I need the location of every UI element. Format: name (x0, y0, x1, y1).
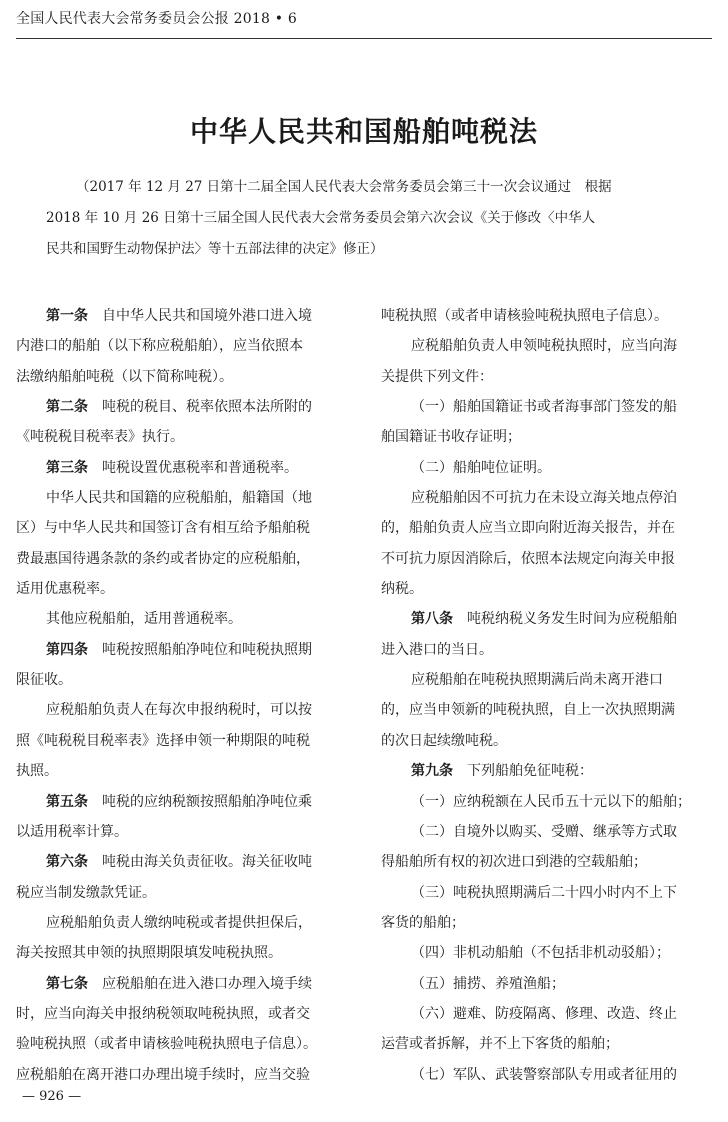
text-line (16, 820, 356, 850)
text-line (16, 304, 356, 334)
text-line (16, 759, 356, 789)
text-line (16, 334, 356, 364)
adoption-note (46, 176, 686, 269)
line-text: 得船舶所有权的初次进口到港的空载船舶； (381, 854, 647, 871)
line-text: 吨税按照船舶净吨位和吨税执照期 (88, 641, 312, 658)
journal-header-text: 全国人民代表大会常务委员会公报 2018 • 6 (16, 11, 297, 27)
page-number: — 926 — (22, 1089, 82, 1104)
text-line (381, 850, 721, 880)
line-text: 下列船舶免征吨税： (453, 763, 593, 780)
line-text: 执照。 (16, 763, 58, 780)
line-text: （三）吨税执照期满后二十四小时内不上下 (411, 884, 677, 901)
line-text: 吨税的税目、税率依照本法所附的 (88, 399, 312, 416)
line-text: （六）避难、防疫隔离、修理、改造、终止 (411, 1005, 677, 1022)
text-line (16, 790, 356, 820)
line-text: 吨税设置优惠税率和普通税率。 (88, 459, 298, 476)
text-line (381, 972, 721, 1002)
line-text: 其他应税船舶，适用普通税率。 (46, 611, 242, 628)
text-line (16, 395, 356, 425)
line-text: 时，应当向海关申报纳税领取吨税执照，或者交 (16, 1005, 310, 1022)
text-line (16, 425, 356, 455)
line-text: 应税船舶在离开港口办理出境手续时，应当交验 (16, 1066, 310, 1083)
article-number: 第六条 (46, 854, 88, 871)
text-line (16, 972, 356, 1002)
text-line (381, 790, 721, 820)
text-line (16, 698, 356, 728)
text-line (16, 486, 356, 516)
text-line (381, 1063, 721, 1093)
line-text: 限征收。 (16, 672, 72, 689)
text-line (381, 881, 721, 911)
line-text: 吨税纳税义务发生时间为应税船舶 (453, 611, 677, 628)
line-text: （一）应纳税额在人民币五十元以下的船舶； (411, 793, 691, 810)
line-text: 进入港口的当日。 (381, 641, 493, 658)
text-line (16, 941, 356, 971)
text-line (381, 456, 721, 486)
line-text: （二）自境外以购买、受赠、继承等方式取 (411, 823, 677, 840)
text-line (381, 1002, 721, 1032)
text-line (381, 820, 721, 850)
line-text: （七）军队、武装警察部队专用或者征用的 (411, 1066, 677, 1083)
line-text: 的，船舶负责人应当立即向附近海关报告，并在 (381, 520, 675, 537)
text-line (381, 486, 721, 516)
article-number: 第七条 (46, 975, 88, 992)
note-line: 民共和国野生动物保护法〉等十五部法律的决定》修正） (46, 241, 384, 257)
text-line (16, 668, 356, 698)
law-title: 中华人民共和国船舶吨税法 (189, 115, 538, 148)
line-text: 费最惠国待遇条款的条约或者协定的应税船舶， (16, 550, 310, 567)
line-text: 应税船舶负责人缴纳吨税或者提供担保后， (46, 914, 312, 931)
text-line (16, 638, 356, 668)
note-line: （2017 年 12 月 27 日第十二届全国人民代表大会常务委员会第三十一次会议通过 根据 (76, 179, 612, 195)
line-text: 不可抗力原因消除后，依照本法规定向海关申报 (381, 550, 675, 567)
line-text: 内港口的船舶（以下称应税船舶），应当依照本 (16, 338, 303, 355)
text-line (16, 516, 356, 546)
text-line (381, 911, 721, 941)
text-line (16, 577, 356, 607)
text-line (381, 395, 721, 425)
line-text: （二）船舶吨位证明。 (411, 459, 551, 476)
line-text: 应税船舶因不可抗力在未设立海关地点停泊 (411, 490, 677, 507)
text-line (381, 729, 721, 759)
line-text: 的，应当申领新的吨税执照，自上一次执照期满 (381, 702, 675, 719)
article-number: 第五条 (46, 793, 88, 810)
line-text: 区）与中华人民共和国签订含有相互给予船舶税 (16, 520, 310, 537)
line-text: 应税船舶在吨税执照期满后尚未离开港口 (411, 672, 663, 689)
line-text: 验吨税执照（或者申请核验吨税执照电子信息）。 (16, 1036, 317, 1053)
text-line (381, 304, 721, 334)
text-line (16, 729, 356, 759)
line-text: 法缴纳船舶吨税（以下简称吨税）。 (16, 368, 233, 385)
line-text: 应税船舶负责人申领吨税执照时，应当向海 (411, 338, 677, 355)
left-column (16, 304, 356, 1093)
note-line: 2018 年 10 月 26 日第十三届全国人民代表大会常务委员会第六次会议《关于修改〈中华人 (46, 210, 596, 226)
text-line (16, 911, 356, 941)
line-text: 海关按照其申领的执照期限填发吨税执照。 (16, 945, 282, 962)
article-number: 第二条 (46, 399, 88, 416)
right-column (381, 304, 721, 1093)
line-text: 客货的船舶； (381, 914, 465, 931)
line-text: （一）船舶国籍证书或者海事部门签发的船 (411, 399, 677, 416)
line-text: 中华人民共和国籍的应税船舶，船籍国（地 (46, 490, 312, 507)
article-number: 第九条 (411, 763, 453, 780)
article-number: 第四条 (46, 641, 88, 658)
text-line (16, 881, 356, 911)
line-text: 纳税。 (381, 581, 423, 598)
line-text: 自中华人民共和国境外港口进入境 (88, 308, 312, 324)
text-line (381, 759, 721, 789)
line-text: 的次日起续缴吨税。 (381, 732, 507, 749)
text-line (16, 607, 356, 637)
text-line (381, 334, 721, 364)
text-line (381, 698, 721, 728)
line-text: 关提供下列文件： (381, 368, 493, 385)
line-text: （五）捕捞、养殖渔船； (411, 975, 565, 992)
text-line (16, 1032, 356, 1062)
line-text: 吨税由海关负责征收。海关征收吨 (88, 854, 312, 871)
text-line (16, 456, 356, 486)
line-text: 应税船舶在进入港口办理入境手续 (88, 975, 312, 992)
line-text: （四）非机动船舶（不包括非机动驳船）； (411, 945, 670, 962)
text-line (16, 365, 356, 395)
article-number: 第八条 (411, 611, 453, 628)
article-number: 第三条 (46, 459, 88, 476)
text-line (381, 1032, 721, 1062)
line-text: 税应当制发缴款凭证。 (16, 884, 156, 901)
line-text: 吨税执照（或者申请核验吨税执照电子信息）。 (381, 308, 668, 324)
article-number: 第一条 (46, 308, 88, 324)
text-line (16, 1002, 356, 1032)
line-text: 舶国籍证书收存证明； (381, 429, 521, 446)
text-line (381, 607, 721, 637)
text-line (381, 547, 721, 577)
line-text: 《吨税税目税率表》执行。 (16, 429, 184, 446)
text-line (16, 850, 356, 880)
line-text: 吨税的应纳税额按照船舶净吨位乘 (88, 793, 312, 810)
text-line (381, 941, 721, 971)
text-line (381, 425, 721, 455)
line-text: 适用优惠税率。 (16, 581, 114, 598)
line-text: 应税船舶负责人在每次申报纳税时，可以按 (46, 702, 312, 719)
line-text: 运营或者拆解，并不上下客货的船舶； (381, 1036, 619, 1053)
text-line (381, 638, 721, 668)
text-line (381, 516, 721, 546)
text-line (16, 547, 356, 577)
page-header (16, 0, 712, 39)
text-line (381, 668, 721, 698)
text-line (381, 577, 721, 607)
line-text: 以适用税率计算。 (16, 823, 128, 840)
line-text: 照《吨税税目税率表》选择申领一种期限的吨税 (16, 732, 310, 749)
text-line (381, 365, 721, 395)
